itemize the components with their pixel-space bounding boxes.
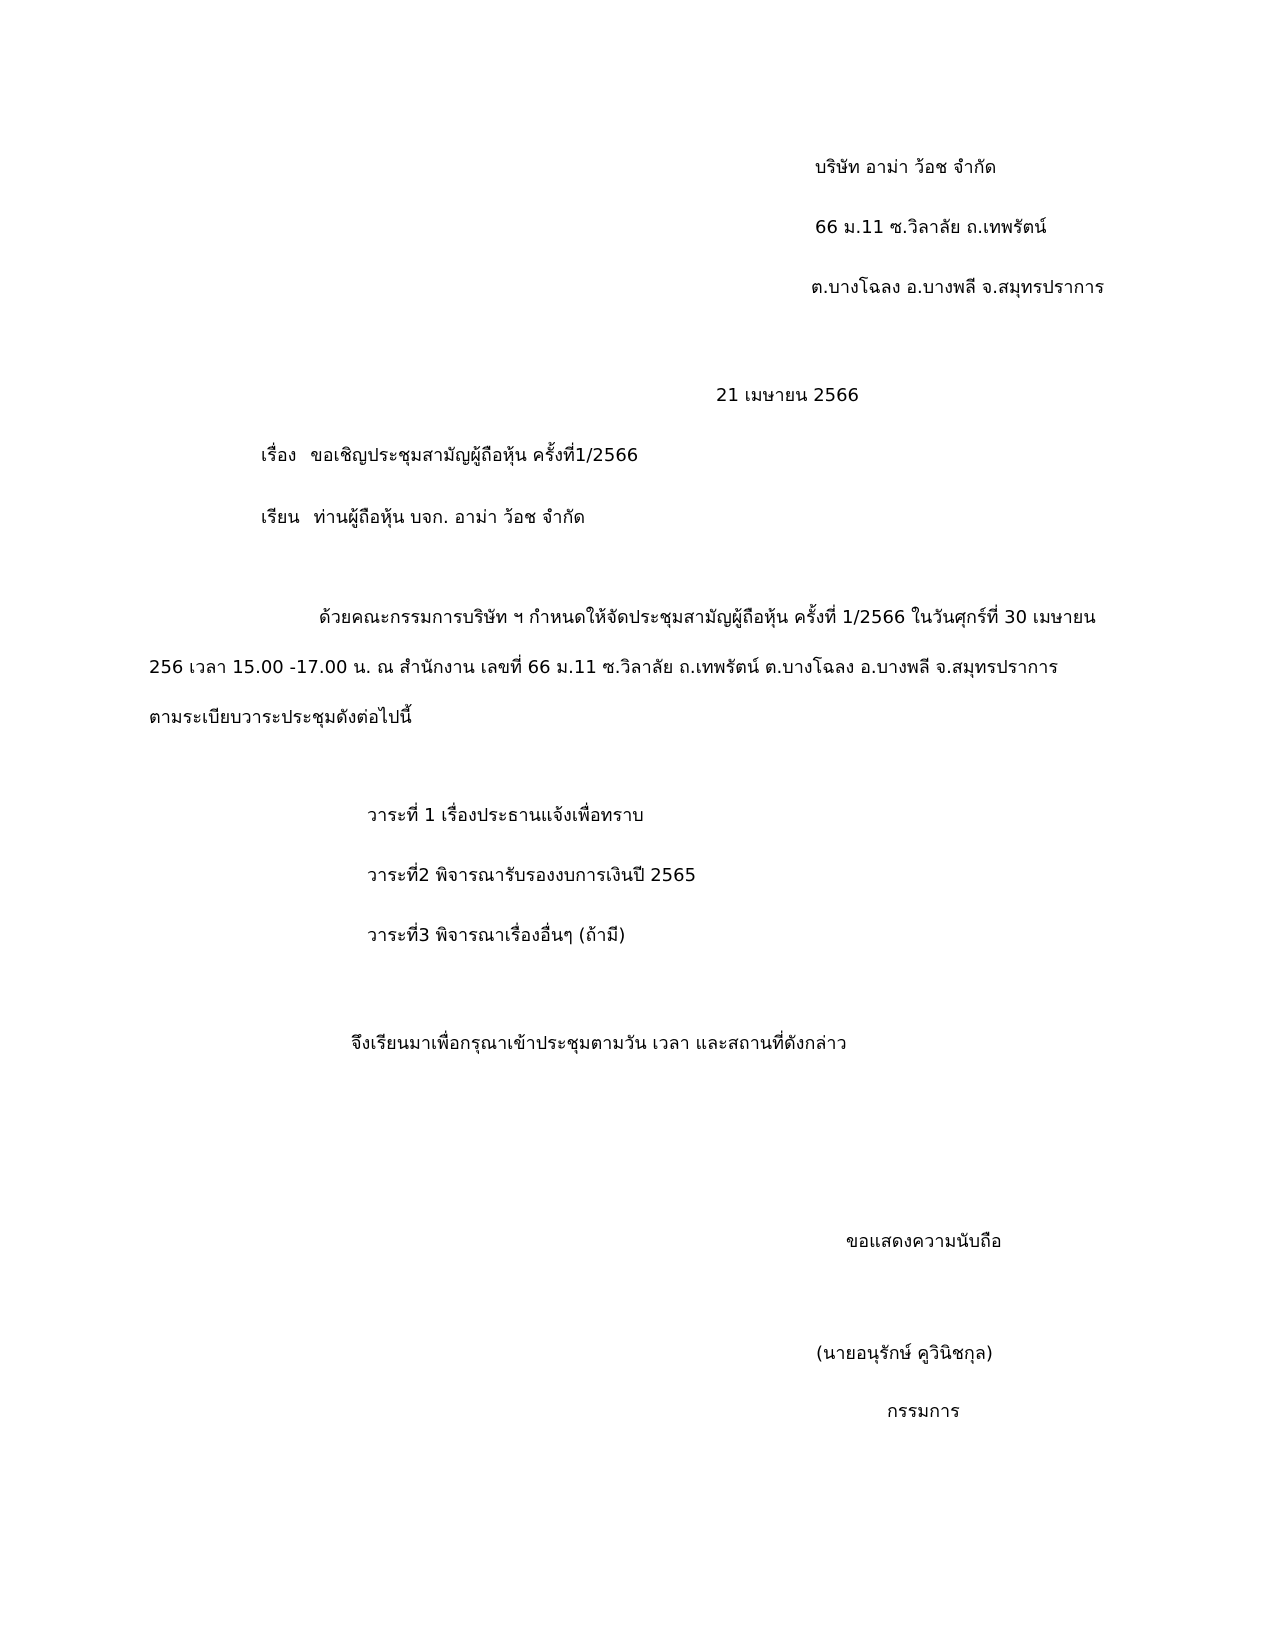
recipient-text: ท่านผู้ถือหุ้น บจก. อาม่า ว้อช จำกัด	[313, 507, 586, 528]
agenda-item-2: วาระที่2 พิจารณารับรองงบการเงินปี 2565	[367, 865, 697, 886]
body-line-1: ด้วยคณะกรรมการบริษัท ฯ กำหนดให้จัดประชุมสามัญผู้ถือหุ้น ครั้งที่ 1/2566 ในวันศุกร์ที่ 30 เมษายน	[319, 607, 1096, 628]
recipient-label: เรียน	[261, 507, 300, 528]
signer-name: (นายอนุรักษ์ คูวินิชกุล)	[816, 1343, 993, 1364]
subject-line	[261, 444, 638, 468]
signer-title: กรรมการ	[887, 1401, 960, 1422]
agenda-item-1: วาระที่ 1 เรื่องประธานแจ้งเพื่อทราบ	[367, 805, 644, 826]
recipient-line	[261, 506, 585, 530]
subject-label: เรื่อง	[261, 445, 297, 466]
letter-date: 21 เมษายน 2566	[716, 385, 859, 406]
body-line-3: ตามระเบียบวาระประชุมดังต่อไปนี้	[149, 707, 412, 728]
company-address-line-2: ต.บางโฉลง อ.บางพลี จ.สมุทรปราการ	[811, 277, 1105, 298]
company-name: บริษัท อาม่า ว้อช จำกัด	[815, 157, 997, 178]
agenda-item-3: วาระที่3 พิจารณาเรื่องอื่นๆ (ถ้ามี)	[367, 925, 626, 946]
closing-sentence: จึงเรียนมาเพื่อกรุณาเข้าประชุมตามวัน เวลา และสถานที่ดังกล่าว	[351, 1033, 847, 1054]
subject-text: ขอเชิญประชุมสามัญผู้ถือหุ้น ครั้งที่1/2566	[310, 445, 639, 466]
body-line-2: 256 เวลา 15.00 -17.00 น. ณ สำนักงาน เลขที่ 66 ม.11 ซ.วิลาลัย ถ.เทพรัตน์ ต.บางโฉลง อ.บางพลี จ.สมุทรปราการ	[149, 657, 1059, 678]
signature-regards: ขอแสดงความนับถือ	[846, 1231, 1002, 1252]
company-address-line-1: 66 ม.11 ซ.วิลาลัย ถ.เทพรัตน์	[815, 217, 1047, 238]
